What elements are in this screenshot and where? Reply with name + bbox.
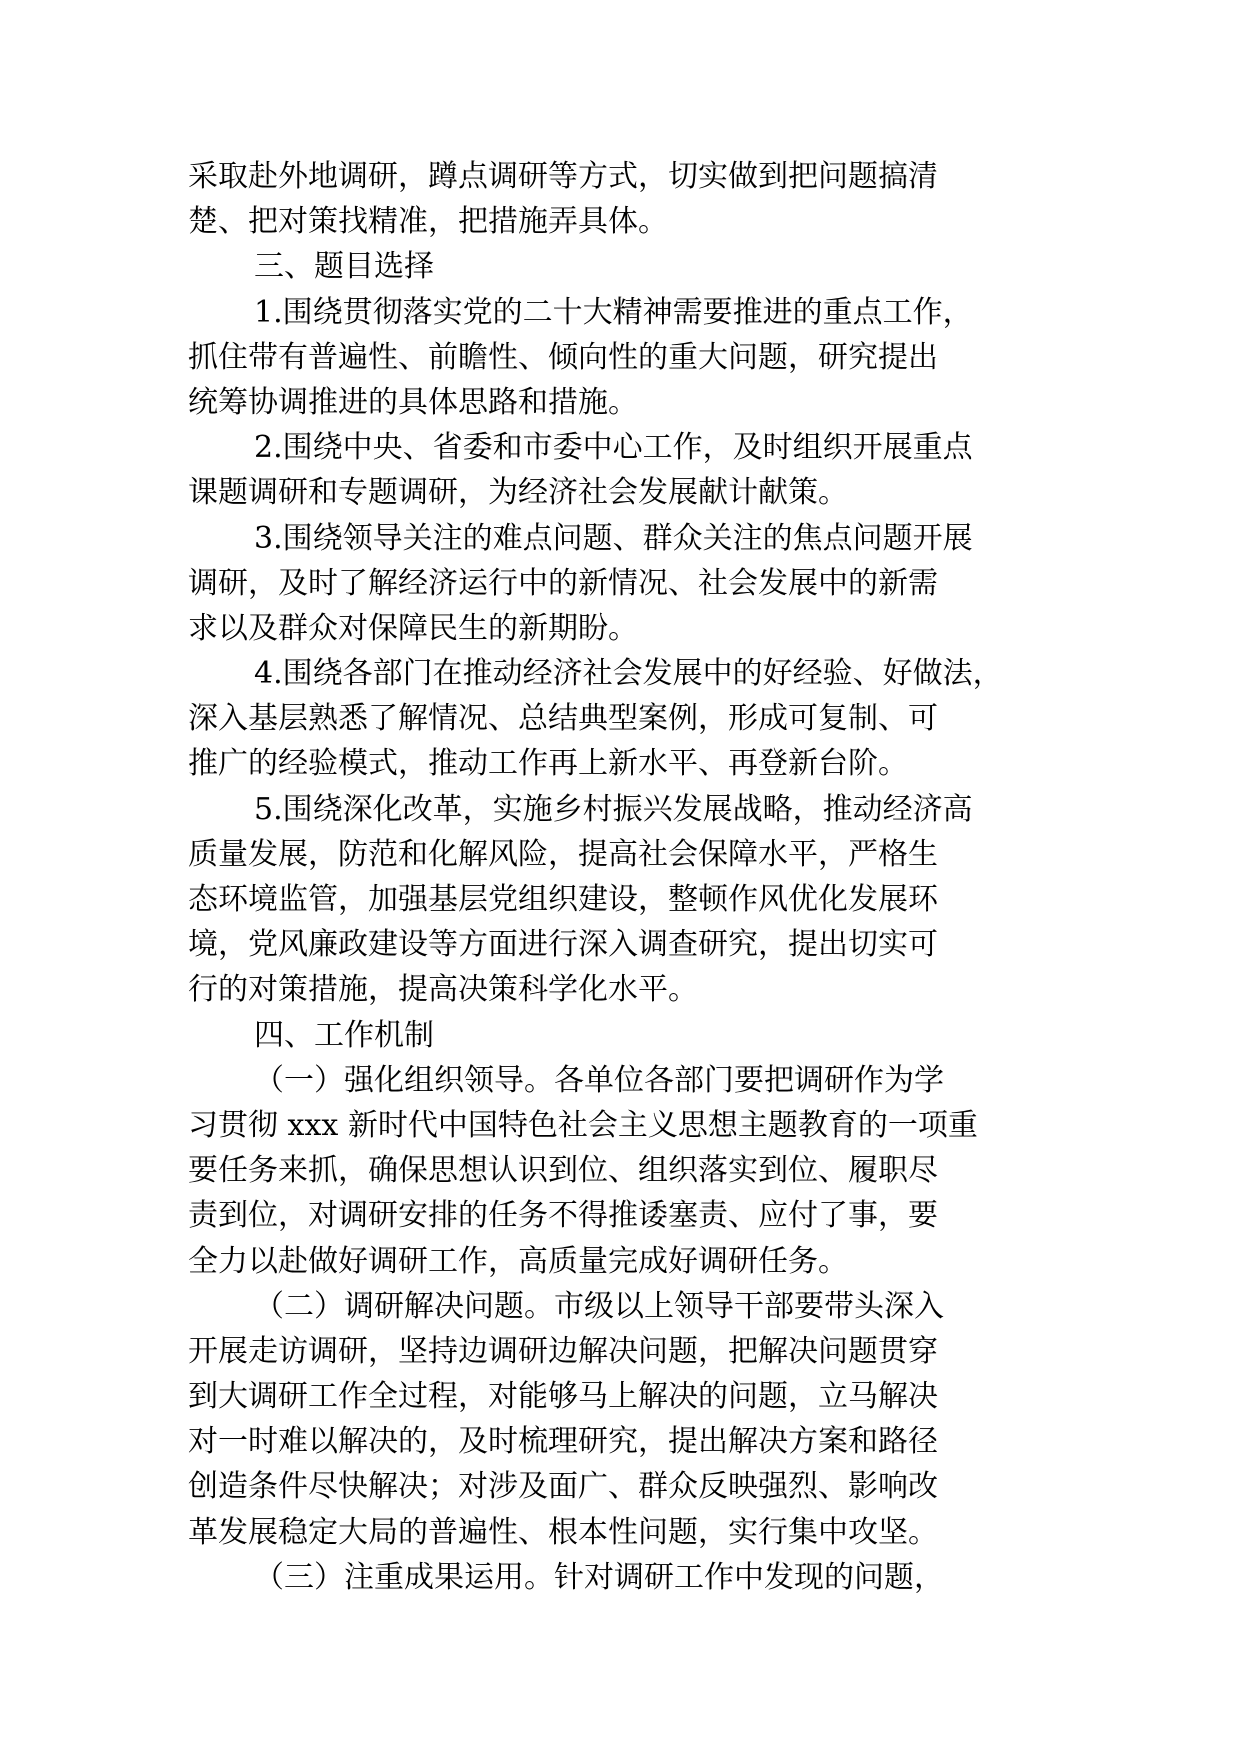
- text-line: 2.围绕中央、省委和市委中心工作，及时组织开展重点: [254, 430, 973, 466]
- text-line: 到大调研工作全过程，对能够马上解决的问题，立马解决: [188, 1379, 938, 1415]
- text-line: 四、工作机制: [254, 1017, 434, 1053]
- text-line: 对一时难以解决的，及时梳理研究，提出解决方案和路径: [188, 1424, 938, 1460]
- text-line: 课题调研和专题调研，为经济社会发展献计献策。: [188, 475, 848, 511]
- text-line: （一）强化组织领导。各单位各部门要把调研作为学: [254, 1062, 944, 1098]
- text-line: （三）注重成果运用。针对调研工作中发现的问题，: [254, 1559, 944, 1595]
- text-line: 深入基层熟悉了解情况、总结典型案例，形成可复制、可: [188, 701, 938, 737]
- text-line: 1.围绕贯彻落实党的二十大精神需要推进的重点工作，: [254, 294, 973, 330]
- text-line: 革发展稳定大局的普遍性、根本性问题，实行集中攻坚。: [188, 1514, 938, 1550]
- text-line: 责到位，对调研安排的任务不得推诿塞责、应付了事，要: [188, 1198, 938, 1234]
- text-line: 全力以赴做好调研工作，高质量完成好调研任务。: [188, 1243, 848, 1279]
- document-body: [188, 154, 1068, 1600]
- text-line: （二）调研解决问题。市级以上领导干部要带头深入: [254, 1288, 944, 1324]
- text-line: 推广的经验模式，推动工作再上新水平、再登新台阶。: [188, 746, 908, 782]
- text-line: 抓住带有普遍性、前瞻性、倾向性的重大问题，研究提出: [188, 339, 938, 375]
- text-line: 调研，及时了解经济运行中的新情况、社会发展中的新需: [188, 565, 938, 601]
- text-line: 要任务来抓，确保思想认识到位、组织落实到位、履职尽: [188, 1153, 938, 1189]
- text-line: 态环境监管，加强基层党组织建设，整顿作风优化发展环: [188, 882, 938, 917]
- text-line: 质量发展，防范和化解风险，提高社会保障水平，严格生: [188, 836, 938, 872]
- text-line: 楚、把对策找精准，把措施弄具体。: [188, 204, 668, 240]
- text-line: 习贯彻 xxx 新时代中国特色社会主义思想主题教育的一项重: [188, 1107, 978, 1143]
- text-line: 行的对策措施，提高决策科学化水平。: [188, 972, 698, 1008]
- text-line: 统筹协调推进的具体思路和措施。: [188, 384, 638, 420]
- text-line: 三、题目选择: [254, 249, 434, 285]
- text-line: 开展走访调研，坚持边调研边解决问题，把解决问题贯穿: [188, 1333, 938, 1369]
- text-line: 3.围绕领导关注的难点问题、群众关注的焦点问题开展: [254, 520, 973, 556]
- text-line: 5.围绕深化改革，实施乡村振兴发展战略，推动经济高: [254, 791, 973, 827]
- text-line: 创造条件尽快解决；对涉及面广、群众反映强烈、影响改: [188, 1469, 938, 1505]
- text-line: 4.围绕各部门在推动经济社会发展中的好经验、好做法，: [254, 656, 1003, 692]
- text-line: 求以及群众对保障民生的新期盼。: [188, 610, 638, 646]
- text-line: 境，党风廉政建设等方面进行深入调查研究，提出切实可: [188, 927, 938, 963]
- text-line: 采取赴外地调研，蹲点调研等方式，切实做到把问题搞清: [188, 159, 938, 194]
